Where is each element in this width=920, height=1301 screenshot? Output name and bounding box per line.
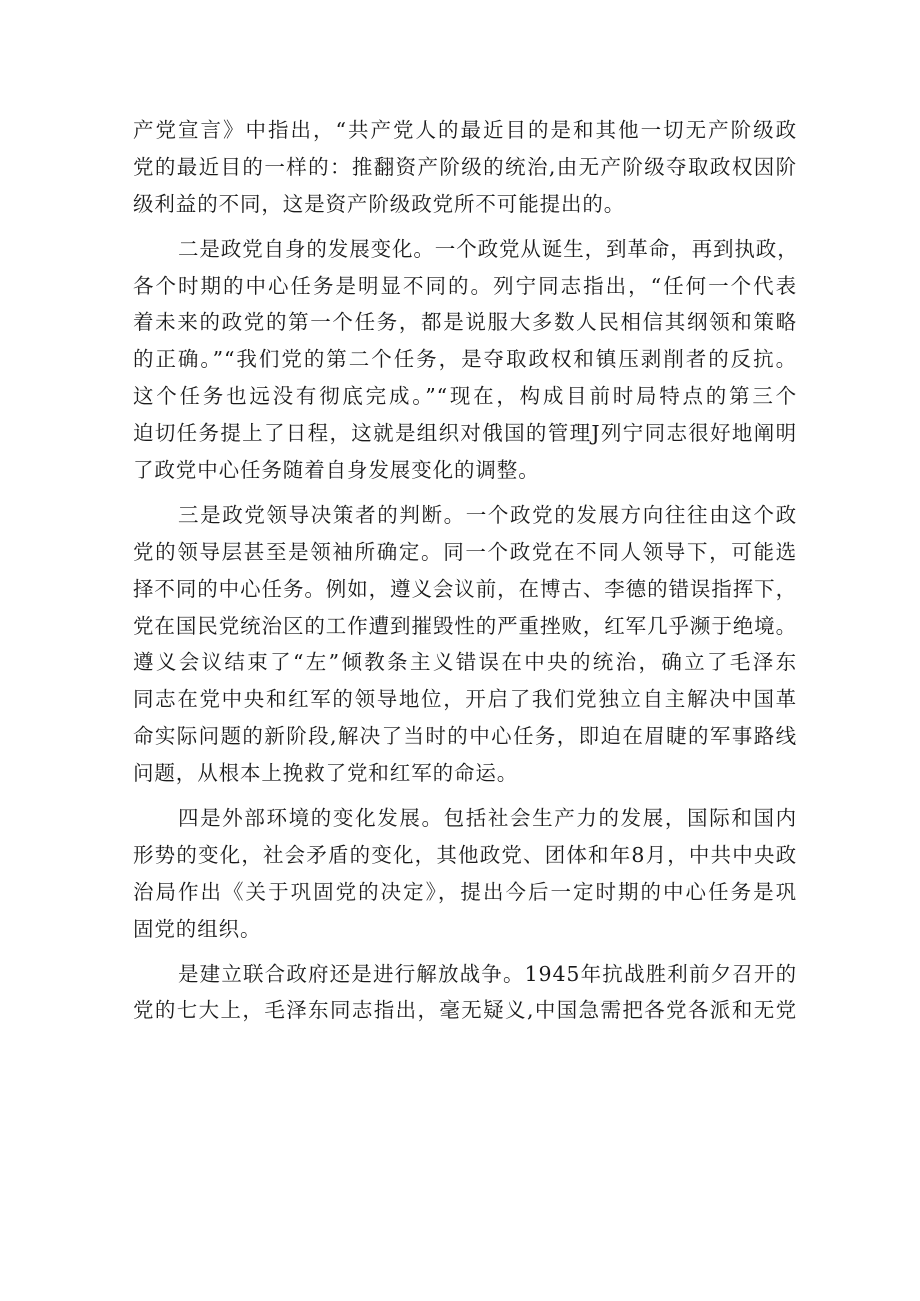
text-line: 是建立联合政府还是进行解放战争。1945年抗战胜利前夕召开的: [178, 961, 797, 986]
text-line: 四是外部环境的变化发展。包括社会生产力的发展，国际和国内: [178, 806, 797, 831]
text-line: 产党宣言》中指出，“共产党人的最近目的是和其他一切无产阶级政: [133, 118, 797, 142]
text-line: 党的领导层甚至是领袖所确定。同一个政党在不同人领导下，可能选: [133, 539, 797, 564]
paragraph-communist-manifesto: [133, 112, 797, 223]
text-line: 这个任务也远没有彻底完成。”“现在，构成目前时局特点的第三个: [133, 384, 797, 409]
text-line: 二是政党自身的发展变化。一个政党从诞生，到革命，再到执政，: [178, 236, 799, 261]
paragraph-leadership-judgment: [133, 497, 797, 792]
text-line: 固党的组织。: [133, 916, 262, 941]
text-line: 三是政党领导决策者的判断。一个政党的发展方向往往由这个政: [178, 502, 797, 527]
paragraph-external-environment: [133, 800, 797, 948]
text-line: 了政党中心任务随着自身发展变化的调整。: [133, 458, 540, 483]
paragraph-party-development: [133, 231, 797, 489]
text-line: 问题，从根本上挽救了党和红军的命运。: [133, 761, 519, 786]
text-line: 级利益的不同，这是资产阶级政党所不可能提出的。: [133, 191, 626, 216]
paragraph-coalition-government: [133, 956, 797, 1030]
document-body: [133, 112, 797, 1029]
text-line: 党的最近目的一样的：推翻资产阶级的统治,由无产阶级夺取政权因阶: [133, 154, 797, 179]
text-line: 党的七大上，毛泽东同志指出，毫无疑义,中国急需把各党各派和无党: [133, 998, 797, 1023]
text-line: 各个时期的中心任务是明显不同的。列宁同志指出，“任何一个代表: [133, 273, 797, 298]
text-line: 形势的变化，社会矛盾的变化，其他政党、团体和年8月，中共中央政: [133, 842, 797, 867]
text-line: 同志在党中央和红军的领导地位，开启了我们党独立自主解决中国革: [133, 687, 797, 712]
text-line: 遵义会议结束了“左”倾教条主义错误在中央的统治，确立了毛泽东: [133, 650, 797, 675]
text-line: 着未来的政党的第一个任务，都是说服大多数人民相信其纲领和策略: [133, 310, 797, 335]
text-line: 治局作出《关于巩固党的决定》，提出今后一定时期的中心任务是巩: [133, 879, 797, 904]
text-line: 命实际问题的新阶段,解决了当时的中心任务，即迫在眉睫的军事路线: [133, 724, 797, 749]
text-line: 迫切任务提上了日程，这就是组织对俄国的管理J列宁同志很好地阐明: [133, 421, 797, 446]
text-line: 的正确。”“我们党的第二个任务，是夺取政权和镇压剥削者的反抗。: [133, 347, 797, 372]
text-line: 党在国民党统治区的工作遭到摧毁性的严重挫败，红军几乎濒于绝境。: [133, 613, 797, 638]
text-line: 择不同的中心任务。例如，遵义会议前，在博古、李德的错误指挥下，: [133, 576, 797, 601]
